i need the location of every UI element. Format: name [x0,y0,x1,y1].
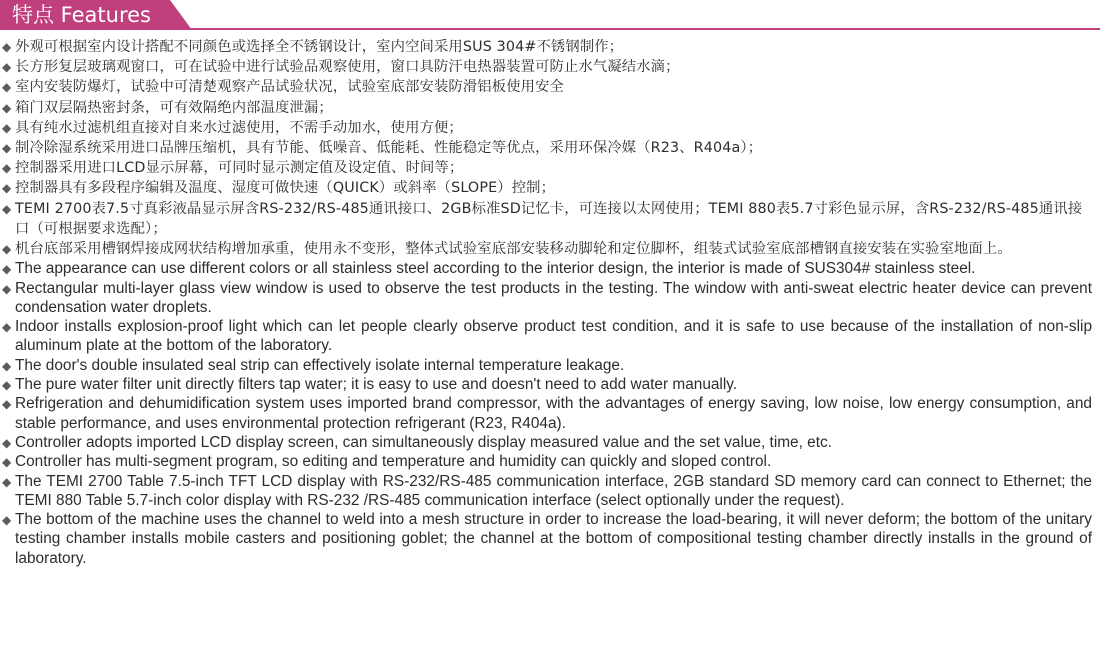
feature-item [2,394,1092,433]
features-header [0,0,1100,30]
diamond-bullet-icon: ◆ [2,100,12,115]
feature-text: 具有纯水过滤机组直接对自来水过滤使用，不需手动加水，使用方便； [15,119,463,136]
feature-text: 外观可根据室内设计搭配不同颜色或选择全不锈钢设计，室内空间采用SUS 304#不锈钢制作； [15,39,624,55]
diamond-bullet-icon: ◆ [2,397,12,412]
diamond-bullet-icon: ◆ [2,141,12,156]
diamond-bullet-icon: ◆ [2,455,12,470]
feature-item [2,239,1092,259]
feature-text: Controller has multi-segment program, so editing and temperature and humidity can quickly and sloped control. [15,453,772,471]
diamond-bullet-icon: ◆ [2,474,12,489]
diamond-bullet-icon: ◆ [2,181,12,196]
feature-item [2,77,1092,97]
feature-item [2,279,1092,318]
feature-item [2,98,1092,118]
feature-item [2,259,1092,278]
feature-text: Refrigeration and dehumidification system uses imported brand compressor, with the advantages of energy saving, low noise, low energy consumption, and stable performance, and uses environmental protection refrigerant (R23, R404a). [15,395,1092,432]
feature-text: Rectangular multi-layer glass view window is used to observe the test products in the testing. The window with anti-sweat electric heater device can prevent condensation water droplets. [15,279,1092,316]
feature-text: 控制器具有多段程序编辑及温度、湿度可做快速（QUICK）或斜率（SLOPE）控制； [15,180,556,197]
section-title: 特点 Features [12,3,151,27]
feature-text: The pure water filter unit directly filters tap water; it is easy to use and doesn't need to add water manually. [15,376,738,394]
feature-text: 控制器采用进口LCD显示屏幕，可同时显示测定值及设定值、时间等； [15,160,464,177]
feature-item [2,356,1092,375]
diamond-bullet-icon: ◆ [2,358,12,373]
feature-text: TEMI 2700表7.5寸真彩液晶显示屏含RS-232/RS-485通讯接口、2GB标准SD记忆卡，可连接以太网使用；TEMI 880表5.7寸彩色显示屏，含RS-232/RS-485通讯接口（可根据要求选配）； [15,200,1083,237]
feature-text: 箱门双层隔热密封条，可有效隔绝内部温度泄漏； [15,99,333,116]
diamond-bullet-icon: ◆ [2,320,12,335]
feature-text: Controller adopts imported LCD display screen, can simultaneously display measured value and the set value, time, etc. [15,433,832,451]
diamond-bullet-icon: ◆ [2,513,12,528]
feature-text: The appearance can use different colors or all stainless steel according to the interior design, the interior is made of SUS304# stainless steel. [15,260,976,278]
feature-text: The TEMI 2700 Table 7.5-inch TFT LCD display with RS-232/RS-485 communication interface, 2GB standard SD memory card can connect to Ethernet; the TEMI 880 Table 5.7-inch color display with RS-232 /RS-485 communication interface (select optionally under the request). [15,472,1092,509]
feature-text: The bottom of the machine uses the channel to weld into a mesh structure in order to increase the load-bearing, it will never deform; the bottom of the unitary testing chamber installs mobile casters and positioning goblet; the channel at the bottom of compositional testing chamber directly installs in the ground of laboratory. [15,511,1092,567]
diamond-bullet-icon: ◆ [2,60,12,75]
feature-item [2,472,1092,511]
feature-text: 长方形复层玻璃观窗口，可在试验中进行试验品观察使用，窗口具防汗电热器装置可防止水气凝结水滴； [15,59,680,76]
feature-text: The door's double insulated seal strip can effectively isolate internal temperature leakage. [15,356,625,374]
diamond-bullet-icon: ◆ [2,435,12,450]
diamond-bullet-icon: ◆ [2,262,12,277]
feature-text: 机台底部采用槽钢焊接成网状结构增加承重，使用永不变形，整体式试验室底部安装移动脚轮和定位脚杯，组装式试验室底部槽钢直接安装在实验室地面上。 [15,241,1012,258]
diamond-bullet-icon: ◆ [2,161,12,176]
diamond-bullet-icon: ◆ [2,120,12,135]
feature-text: 制冷除湿系统采用进口品牌压缩机，具有节能、低噪音、低能耗、性能稳定等优点，采用环保冷媒（R23、R404a）； [15,140,763,157]
diamond-bullet-icon: ◆ [2,378,12,393]
feature-item [2,37,1092,57]
feature-item [2,199,1092,239]
header-divider [170,28,1100,30]
feature-item [2,375,1092,394]
diamond-bullet-icon: ◆ [2,281,12,296]
feature-item [2,158,1092,178]
feature-item [2,317,1092,356]
feature-item [2,138,1092,158]
feature-item [2,178,1092,198]
feature-item [2,118,1092,138]
feature-item [2,452,1092,471]
feature-text: 室内安装防爆灯，试验中可清楚观察产品试验状况，试验室底部安装防滑铝板使用安全 [15,79,564,96]
diamond-bullet-icon: ◆ [2,40,12,54]
features-list [2,37,1092,568]
feature-text: Indoor installs explosion-proof light which can let people clearly observe product test condition, and it is safe to use because of the installation of non-slip aluminum plate at the bottom of the laboratory. [15,318,1092,355]
diamond-bullet-icon: ◆ [2,201,12,216]
diamond-bullet-icon: ◆ [2,80,12,95]
feature-item [2,510,1092,568]
diamond-bullet-icon: ◆ [2,242,12,257]
feature-item [2,433,1092,452]
feature-item [2,57,1092,77]
